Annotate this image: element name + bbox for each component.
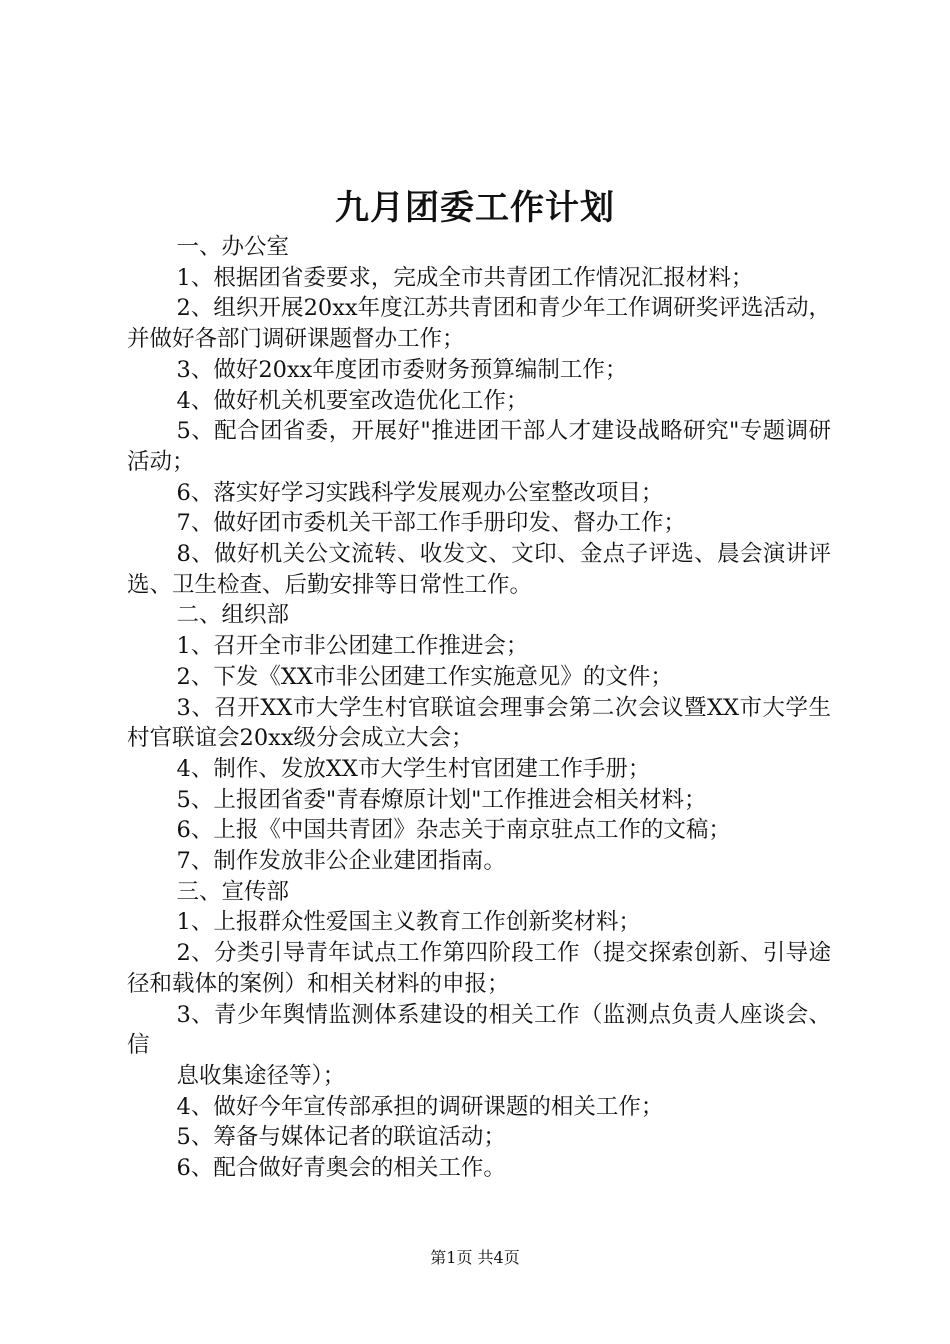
list-item: 3、做好20xx年度团市委财务预算编制工作； — [176, 356, 628, 383]
list-item: 5、配合团省委，开展好"推进团干部人才建设战略研究"专题调研活动； — [127, 418, 831, 475]
list-item: 3、召开XX市大学生村官联谊会理事会第二次会议暨XX市大学生村官联谊会20xx级分会成立大会； — [127, 694, 831, 752]
list-item: 2、下发《XX市非公团建工作实施意见》的文件； — [176, 663, 673, 690]
section-heading: 一、办公室 — [176, 234, 290, 260]
document-body — [127, 232, 831, 1184]
list-item: 4、制作、发放XX市大学生村官团建工作手册； — [176, 755, 651, 782]
list-item: 1、根据团省委要求，完成全市共青团工作情况汇报材料； — [176, 264, 754, 291]
list-item: 2、组织开展20xx年度江苏共青团和青少年工作调研奖评选活动，并做好各部门调研课题督办工作； — [127, 295, 831, 353]
list-item: 7、做好团市委机关干部工作手册印发、督办工作； — [176, 510, 686, 537]
list-item-continuation: 息收集途径等）； — [176, 1062, 346, 1089]
list-item: 5、筹备与媒体记者的联谊活动； — [176, 1124, 506, 1151]
list-item: 7、制作发放非公企业建团指南。 — [176, 848, 506, 875]
list-item: 6、配合做好青奥会的相关工作。 — [176, 1155, 506, 1182]
list-item: 8、做好机关公文流转、收发文、文印、金点子评选、晨会演讲评选、卫生检查、后勤安排等日常性工作。 — [127, 541, 831, 598]
section-heading: 二、组织部 — [176, 602, 290, 629]
list-item: 3、青少年舆情监测体系建设的相关工作（监测点负责人座谈会、信 — [127, 1001, 831, 1059]
section-heading: 三、宣传部 — [176, 878, 290, 905]
list-item: 1、召开全市非公团建工作推进会； — [176, 633, 529, 660]
list-item: 4、做好机关机要室改造优化工作； — [176, 387, 529, 414]
page-footer: 第1页 共4页 — [430, 1248, 520, 1267]
list-item: 2、分类引导青年试点工作第四阶段工作（提交探索创新、引导途径和载体的案例）和相关材料的申报； — [127, 940, 831, 997]
list-item: 4、做好今年宣传部承担的调研课题的相关工作； — [176, 1093, 664, 1120]
document-title: 九月团委工作计划 — [335, 188, 615, 228]
list-item: 6、落实好学习实践科学发展观办公室整改项目； — [176, 479, 664, 506]
list-item: 5、上报团省委"青春燎原计划"工作推进会相关材料； — [176, 786, 707, 813]
list-item: 1、上报群众性爱国主义教育工作创新奖材料； — [176, 909, 641, 936]
list-item: 6、上报《中国共青团》杂志关于南京驻点工作的文稿； — [176, 817, 731, 844]
